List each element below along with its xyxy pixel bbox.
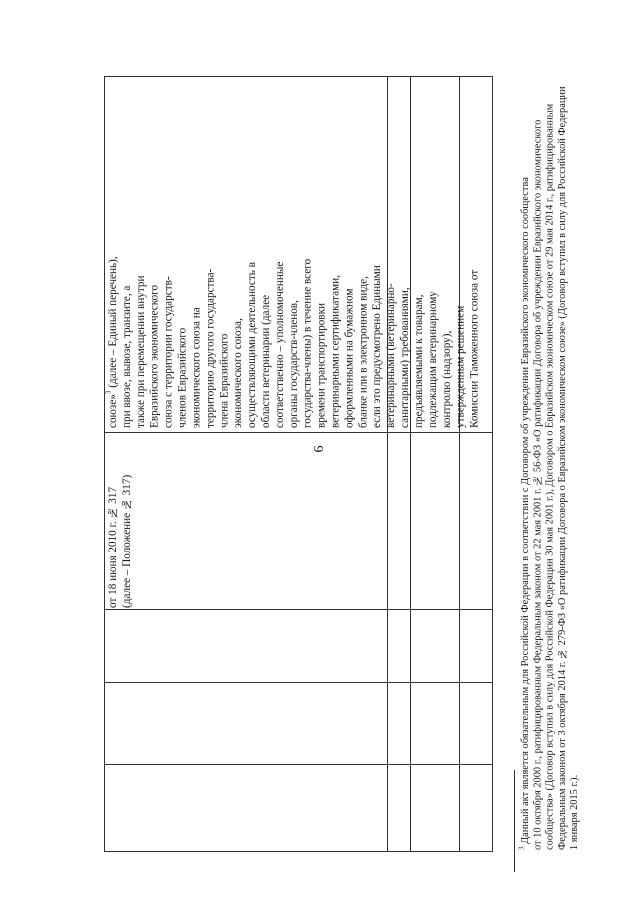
- main-cell-line: членов Евразийского: [176, 327, 189, 428]
- regulation-table: [104, 76, 493, 852]
- main-cell-line: осуществляющими деятельность в: [246, 262, 259, 428]
- main-description-cell: [104, 78, 482, 428]
- main-cell-line: экономического союза,: [232, 318, 245, 428]
- main-cell-line: при ввозе, вывозе, транзите, а: [120, 285, 133, 428]
- main-cell-line: времени транспортировки: [315, 303, 328, 428]
- footnote-separator: [514, 770, 515, 872]
- document-reference-cell: [107, 436, 135, 608]
- main-cell-line: также при перемещении внутри: [134, 275, 147, 428]
- main-cell-line: Комиссии Таможенного союза от: [468, 269, 481, 428]
- main-cell-line: области ветеринарии (далее: [259, 294, 272, 428]
- footnote-mark: 3: [517, 846, 526, 850]
- column-divider: [104, 609, 493, 610]
- page-number: 6: [312, 445, 327, 453]
- main-cell-line: [104, 78, 121, 428]
- empty-cell: [104, 764, 387, 851]
- empty-cell: [104, 682, 387, 764]
- reference-line: (далее – Положение № 317): [120, 474, 133, 608]
- main-cell-line: ветеринарными сертификатами,: [329, 275, 342, 428]
- main-cell-line: подлежащим ветеринарному: [426, 291, 439, 428]
- main-cell-line: Евразийского экономического: [148, 284, 161, 428]
- main-cell-line: утвержденным решением: [454, 305, 467, 428]
- footnote-line: 1 января 2015 г.).: [569, 774, 581, 850]
- main-cell-line: соответственно – уполномоченные: [273, 261, 286, 428]
- main-cell-line: органы государств-членов,: [287, 300, 300, 428]
- main-cell-line: ветеринарными (ветеринарно-: [385, 283, 398, 428]
- main-cell-line: территорию другого государства-: [204, 268, 217, 428]
- footnote: [517, 80, 616, 850]
- table-border-right: [492, 76, 493, 852]
- main-cell-line: бланке или в электронном виде,: [357, 276, 370, 428]
- main-cell-line: союза с территории государств-: [162, 276, 175, 428]
- main-cell-line: государства-члены) в течение всего: [301, 258, 314, 428]
- main-cell-line: предъявляемыми к товарам,: [412, 294, 425, 428]
- main-cell-line: оформленными на бумажном: [343, 288, 356, 428]
- main-cell-line: экономического союза на: [190, 307, 203, 428]
- main-cell-line: контролю (надзору),: [440, 330, 453, 428]
- table-border-top: [104, 76, 493, 77]
- main-cell-line: члена Евразийского: [218, 333, 231, 428]
- footnote-line: от 10 октября 2000 г., ратифицированным Федеральным законом от 22 мая 2001 г. № 56-ФЗ «О ратификации Договора об учреждении Евразийского экономического: [532, 119, 544, 850]
- main-cell-prefix: союзе»: [107, 394, 119, 428]
- footnote-line: Федеральным законом от 3 октября 2014 г. № 279-ФЗ «О ратификации Договора о Евразийском экономическом союзе» (Договор вступил в силу для Российской Федерации: [556, 86, 568, 850]
- footnote-line: сообщества» (Договор вступил в силу для Российской Федерации 30 мая 2001 г.), Договором о Евразийском экономическом союзе от 29 мая 2014 г., ратифицированным: [544, 103, 556, 850]
- main-cell-first-line: (далее – Единый перечень),: [107, 256, 119, 391]
- footnote-line: [517, 80, 532, 850]
- column-divider: [104, 432, 493, 433]
- main-cell-line: если это предусмотрено Едиными: [371, 265, 384, 428]
- main-cell-line: санитарными) требованиями,: [399, 287, 412, 428]
- reference-line: от 18 июня 2010 г. № 317: [107, 486, 119, 608]
- table-border-bottom: [104, 851, 493, 852]
- footnote-reference: 3: [104, 390, 113, 395]
- footnote-first-line: Данный акт является обязательным для Российской Федерации в соответствии с Договором об учреждении Евразийского экономического сообщества: [520, 177, 531, 847]
